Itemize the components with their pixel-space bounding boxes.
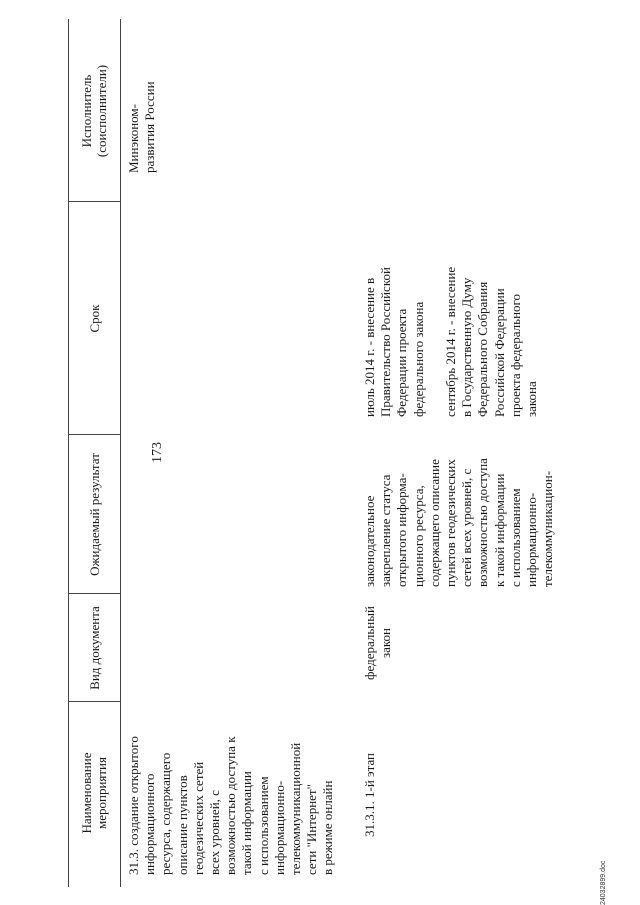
row2-name: 31.3.1. 1-й этап [362, 753, 377, 838]
column-header-result: Ожидаемый результат [86, 453, 102, 576]
header-separator [68, 701, 120, 702]
column-header-name: Наименование мероприятия [79, 752, 109, 834]
row2-doc-type: федеральный закон [362, 606, 394, 680]
document-file-id: 24032899.doc [600, 860, 607, 905]
header-bottom-rule [120, 19, 121, 887]
row1-name: 31.3. создание открытого информационного ресурса, содержащего описание пунктов геодезических сетей всех уровней, с возможностью доступа к такой информации с использованием информационно- телекоммуникационной сети "Интернет" в режиме онлайн [126, 736, 336, 875]
column-header-doc-type: Вид документа [86, 606, 102, 690]
header-top-rule [68, 19, 69, 887]
column-header-term: Срок [86, 304, 102, 333]
page-number: 173 [150, 442, 165, 463]
header-separator [68, 593, 120, 594]
row2-result: законодательное закрепление статуса открытого информа- ционного ресурса, содержащего описание пунктов геодезических сетей всех уровней, с возможностью доступа к такой информации с использованием информационно- телекоммуникацион- [362, 458, 556, 587]
row2-term: июль 2014 г. - внесение в Правительство Российской Федерации проекта федерального закона сентябрь 2014 г. - внесение в Государственную Думу Федерального Собрания Российской Федерации проекта федерального закона [362, 266, 540, 417]
header-separator [68, 201, 120, 202]
row1-executor: Минэконом- развития России [126, 81, 158, 173]
column-header-executor: Исполнитель (соисполнители) [79, 64, 109, 158]
header-separator [68, 434, 120, 435]
